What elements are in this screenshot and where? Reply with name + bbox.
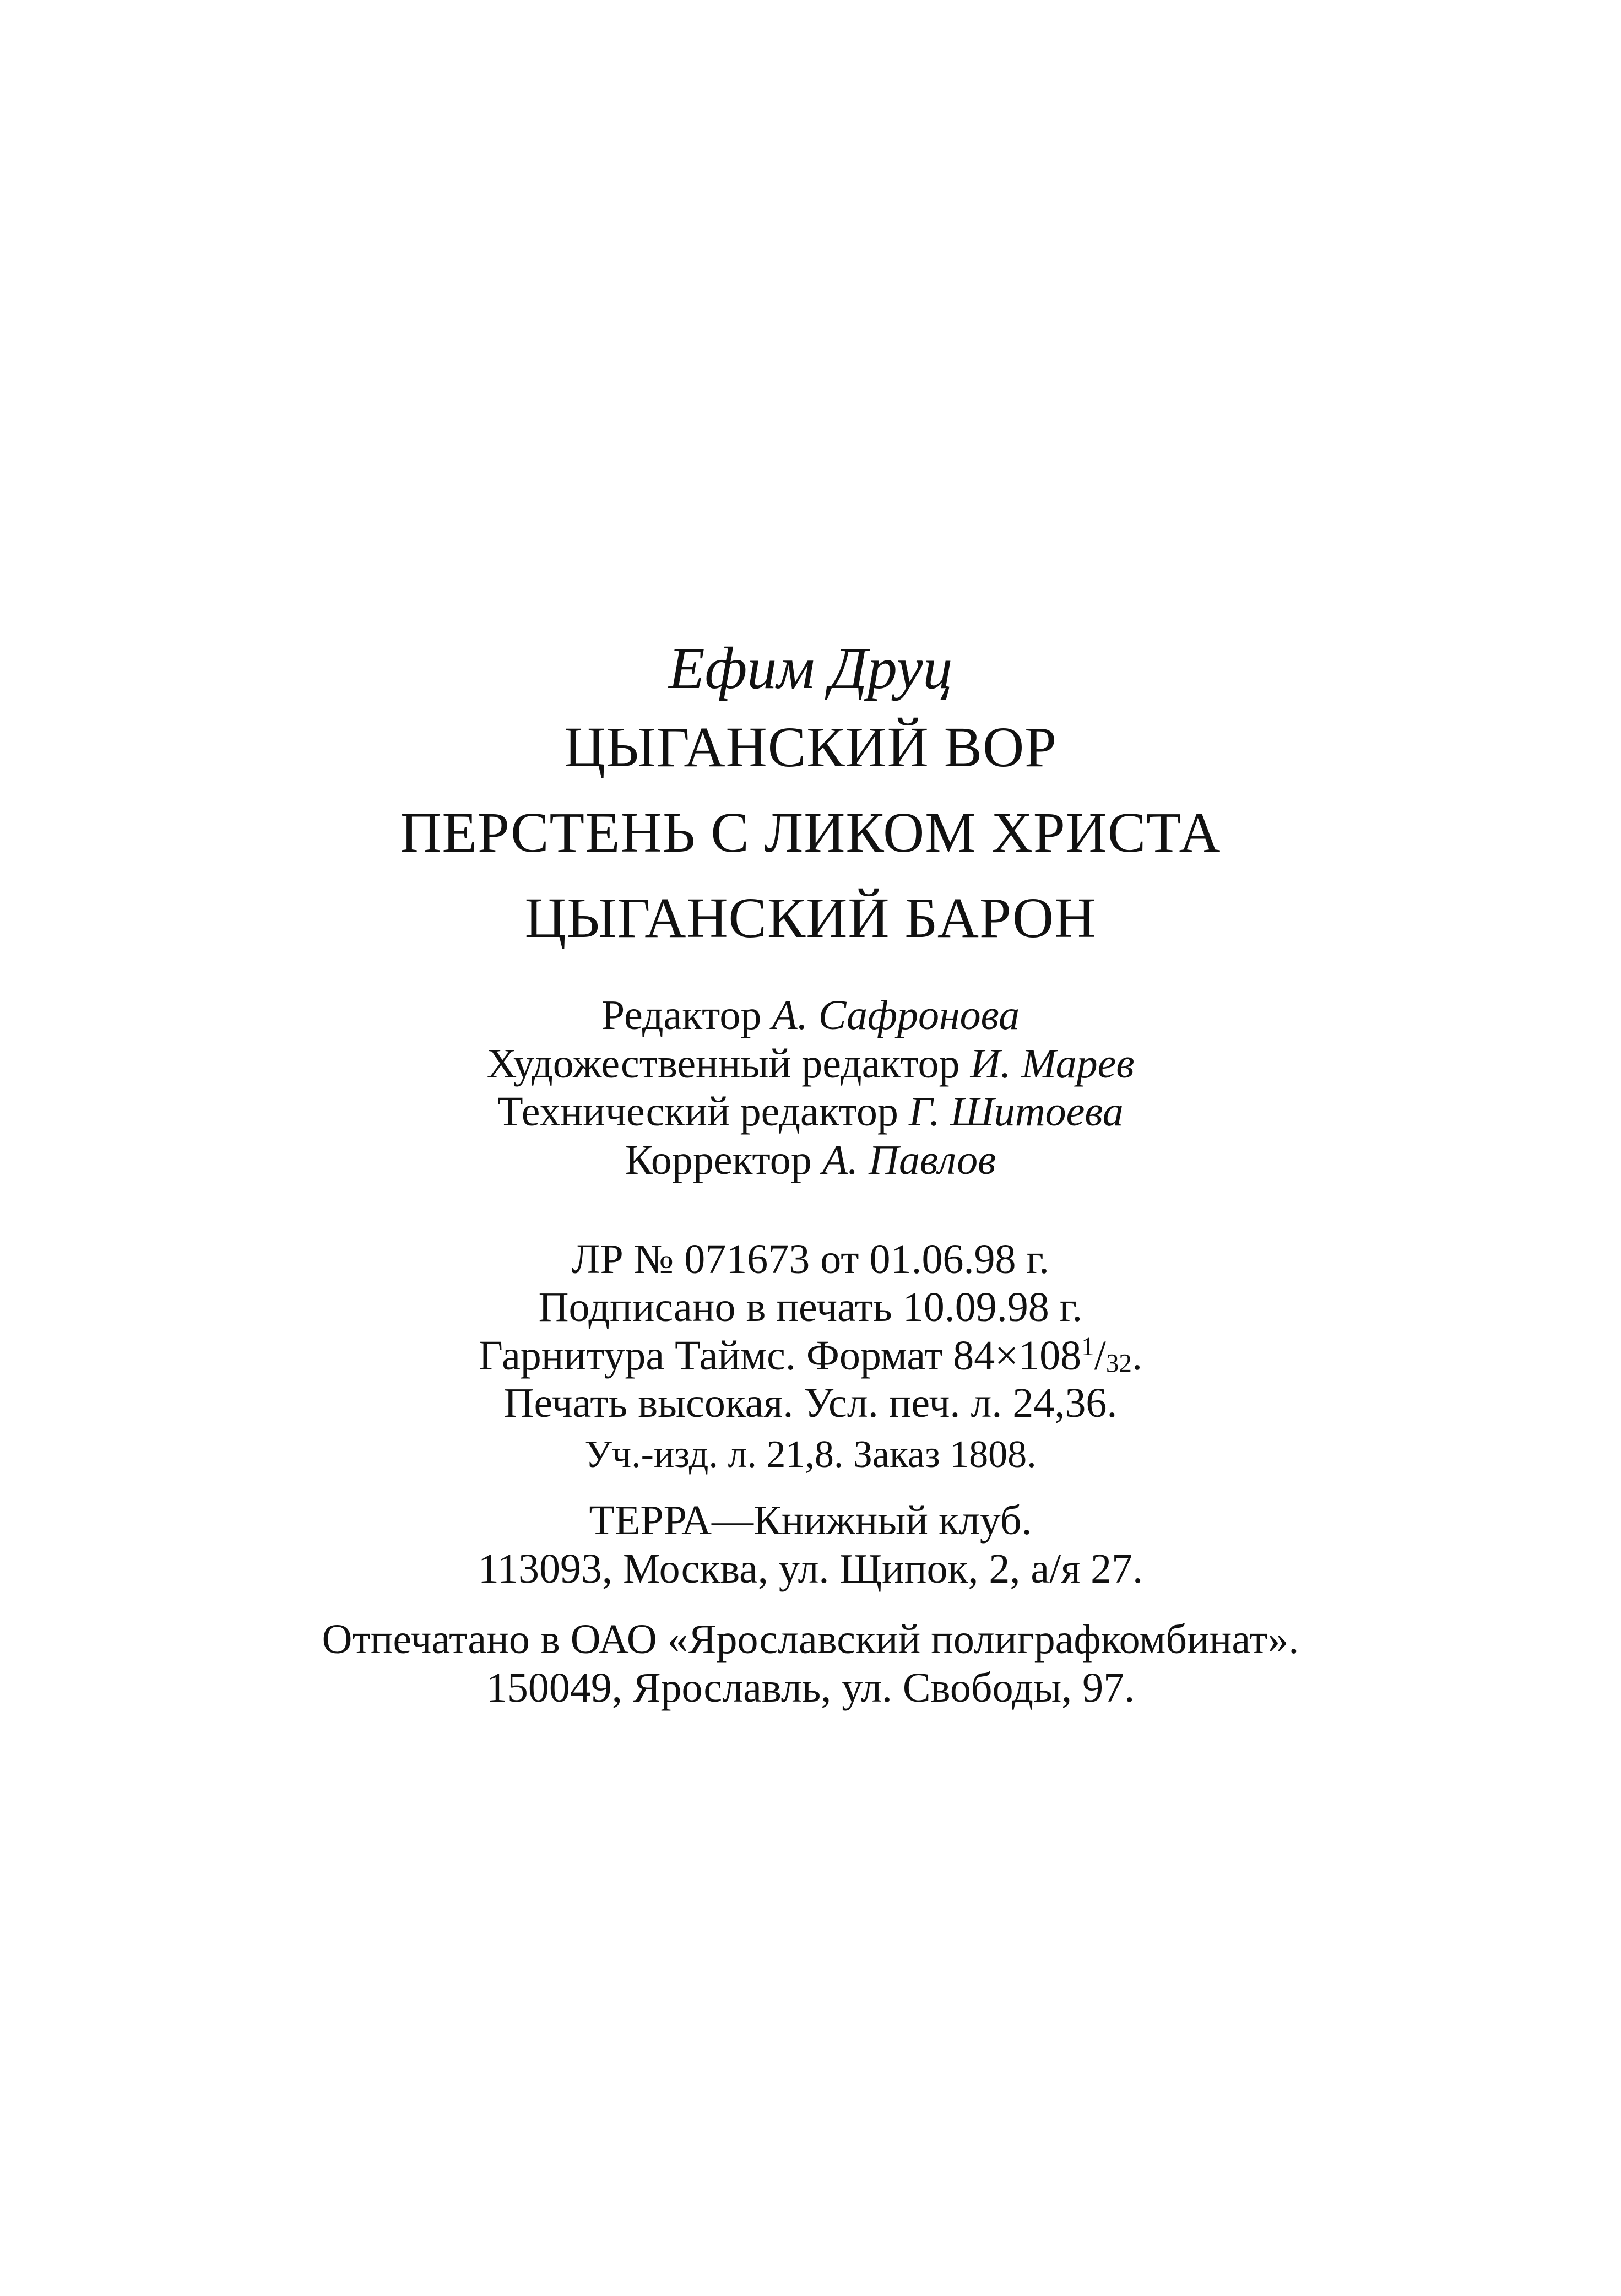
format-fraction-numerator: 1: [1081, 1333, 1094, 1361]
credit-name: А. Сафронова: [772, 992, 1020, 1038]
credit-name: Г. Шитоева: [908, 1089, 1124, 1135]
credit-editor: [0, 994, 1621, 1036]
credit-technical-editor: [0, 1091, 1621, 1133]
credit-proofreader: [0, 1139, 1621, 1181]
publisher-name: ТЕРРА—Книжный клуб.: [589, 1497, 1032, 1544]
printer-name: Отпечатано в ОАО «Ярославский полиграфкомбинат».: [322, 1616, 1299, 1663]
print-sheets-line: Печать высокая. Усл. печ. л. 24,36.: [503, 1380, 1118, 1426]
book-title-1: ЦЫГАНСКИЙ ВОР: [563, 716, 1058, 779]
format-text: Гарнитура Таймс. Формат 84×108: [479, 1332, 1082, 1379]
license-line: ЛР № 071673 от 01.06.98 г.: [571, 1236, 1050, 1282]
credit-role: Редактор: [601, 992, 762, 1038]
credit-name: И. Марев: [970, 1041, 1135, 1087]
format-period: .: [1131, 1332, 1142, 1379]
credit-role: Художественный редактор: [486, 1041, 960, 1087]
credit-role: Технический редактор: [497, 1089, 898, 1135]
book-title-2: ПЕРСТЕНЬ С ЛИКОМ ХРИСТА: [400, 801, 1221, 864]
credit-art-editor: [0, 1043, 1621, 1085]
credit-role: Корректор: [625, 1137, 812, 1183]
author-name: Ефим Друц: [668, 636, 953, 701]
printer-address: 150049, Ярославль, ул. Свободы, 97.: [486, 1665, 1135, 1711]
format-fraction-slash: /: [1094, 1332, 1106, 1379]
typeface-format-line: [0, 1334, 1621, 1377]
signed-to-print-line: Подписано в печать 10.09.98 г.: [538, 1284, 1083, 1330]
format-fraction-denominator: 32: [1105, 1349, 1132, 1378]
book-title-3: ЦЫГАНСКИЙ БАРОН: [524, 886, 1097, 950]
credit-name: А. Павлов: [822, 1137, 996, 1183]
order-line: Уч.-изд. л. 21,8. Заказ 1808.: [584, 1433, 1037, 1476]
publisher-address: 113093, Москва, ул. Щипок, 2, а/я 27.: [478, 1546, 1143, 1592]
